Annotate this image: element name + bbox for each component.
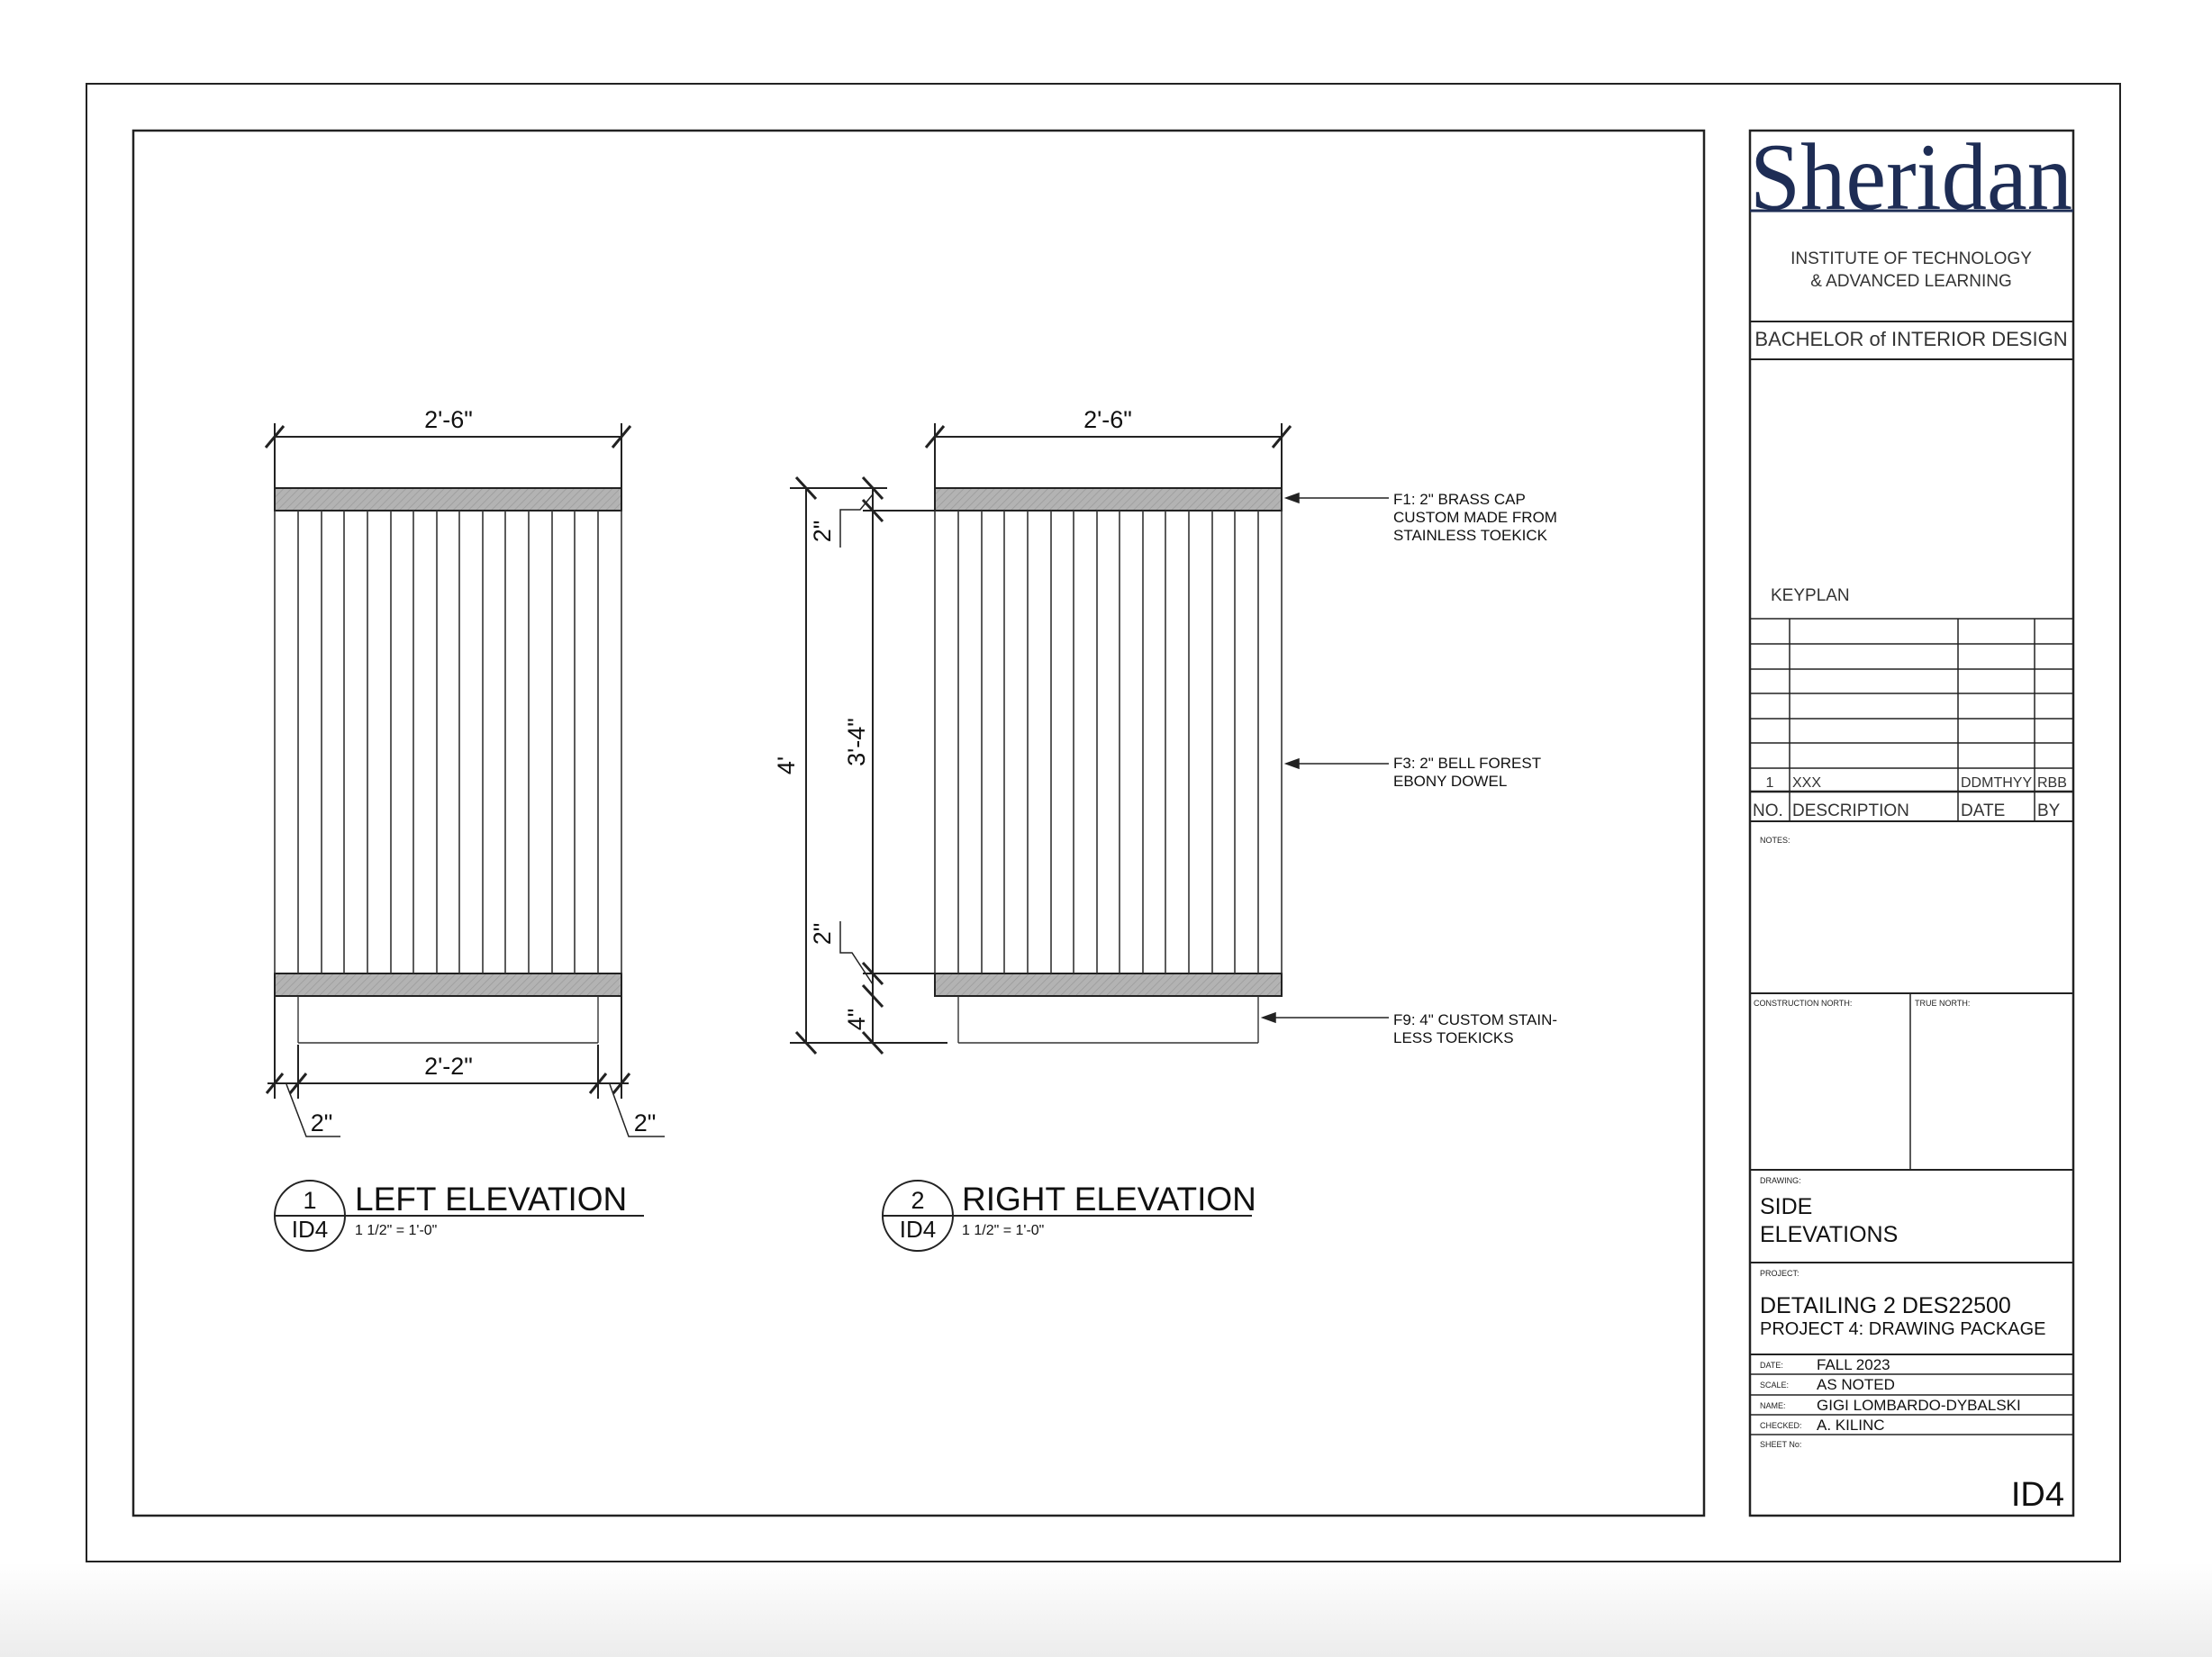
right-dim-cap-top-label: 2" bbox=[809, 520, 836, 543]
left-elevation-drawing bbox=[266, 406, 665, 1136]
revision-no-value: 1 bbox=[1765, 775, 1774, 791]
checked-label: CHECKED: bbox=[1760, 1421, 1802, 1430]
title-block bbox=[1750, 124, 2073, 1516]
right-cap-bottom bbox=[935, 973, 1282, 996]
drawing-title-line-2: ELEVATIONS bbox=[1760, 1222, 1899, 1247]
notes-label: NOTES: bbox=[1760, 836, 1790, 845]
revision-header-no: NO. bbox=[1753, 801, 1783, 820]
institute-line-1: INSTITUTE OF TECHNOLOGY bbox=[1790, 249, 2032, 268]
right-dim-top-label: 2'-6" bbox=[1083, 406, 1132, 433]
sheet-number-value: ID4 bbox=[2010, 1476, 2064, 1514]
sheet-number-label: SHEET No: bbox=[1760, 1440, 1802, 1449]
callout-f3-line1: F3: 2" BELL FOREST bbox=[1393, 755, 1542, 772]
name-value: GIGI LOMBARDO-DYBALSKI bbox=[1817, 1397, 2021, 1414]
left-cap-top bbox=[275, 488, 621, 511]
revision-header-by: BY bbox=[2037, 801, 2061, 820]
true-north-label: TRUE NORTH: bbox=[1915, 999, 1971, 1008]
drawing-title-line-1: SIDE bbox=[1760, 1194, 1813, 1219]
left-elevation-title-tag bbox=[275, 1181, 644, 1251]
drawing-area-border bbox=[133, 131, 1704, 1516]
left-dowels bbox=[275, 511, 621, 973]
left-toekick bbox=[298, 996, 598, 1043]
right-elevation-scale: 1 1/2" = 1'-0" bbox=[962, 1223, 1045, 1238]
callout-f3 bbox=[1393, 755, 1541, 790]
right-elevation-title-tag bbox=[883, 1181, 1256, 1251]
left-elevation-number: 1 bbox=[303, 1187, 317, 1214]
right-elevation-title: RIGHT ELEVATION bbox=[962, 1181, 1256, 1218]
callout-f3-line2: EBONY DOWEL bbox=[1393, 773, 1508, 790]
name-label: NAME: bbox=[1760, 1401, 1786, 1410]
left-cap-bottom bbox=[275, 973, 621, 996]
right-dim-overall-label: 4' bbox=[773, 756, 800, 775]
left-dim-inset-right-label: 2" bbox=[633, 1109, 657, 1136]
right-dim-middle-label: 3'-4" bbox=[843, 718, 870, 766]
scale-label: SCALE: bbox=[1760, 1381, 1790, 1390]
revision-header-description: DESCRIPTION bbox=[1792, 801, 1909, 820]
right-elevation-sheet-ref: ID4 bbox=[899, 1216, 937, 1243]
callout-f1-line1: F1: 2" BRASS CAP bbox=[1393, 491, 1526, 508]
right-dowels bbox=[935, 511, 1282, 973]
drawing-label: DRAWING: bbox=[1760, 1176, 1801, 1185]
checked-value: A. KILINC bbox=[1817, 1417, 1885, 1434]
project-label: PROJECT: bbox=[1760, 1269, 1800, 1278]
right-cap-top bbox=[935, 488, 1282, 511]
right-dim-toekick-label: 4" bbox=[843, 1008, 870, 1031]
right-elevation-number: 2 bbox=[911, 1187, 925, 1214]
right-toekick bbox=[958, 996, 1258, 1043]
left-elevation-scale: 1 1/2" = 1'-0" bbox=[355, 1223, 438, 1238]
revision-table bbox=[1750, 619, 2073, 821]
left-elevation-sheet-ref: ID4 bbox=[291, 1216, 329, 1243]
revision-description-value: XXX bbox=[1792, 775, 1822, 791]
left-dim-inset-left-label: 2" bbox=[310, 1109, 333, 1136]
program-name: BACHELOR of INTERIOR DESIGN bbox=[1754, 328, 2068, 350]
construction-north-label: CONSTRUCTION NORTH: bbox=[1754, 999, 1853, 1008]
callout-f9-line1: F9: 4" CUSTOM STAIN- bbox=[1393, 1011, 1558, 1028]
sheridan-logo: Sheridan bbox=[1750, 124, 2072, 230]
callout-f1 bbox=[1393, 491, 1557, 544]
right-dim-cap-bottom-label: 2" bbox=[809, 922, 836, 946]
left-dim-bottom-label: 2'-2" bbox=[424, 1053, 473, 1080]
callout-f9 bbox=[1393, 1011, 1557, 1046]
callout-f1-line3: STAINLESS TOEKICK bbox=[1393, 527, 1548, 544]
revision-date-value: DDMTHYY bbox=[1961, 775, 2033, 791]
right-elevation-drawing bbox=[773, 406, 1389, 1054]
callout-f9-line2: LESS TOEKICKS bbox=[1393, 1029, 1514, 1046]
left-dim-top-label: 2'-6" bbox=[424, 406, 473, 433]
date-value: FALL 2023 bbox=[1817, 1356, 1890, 1373]
keyplan-label: KEYPLAN bbox=[1771, 586, 1850, 605]
institute-line-2: & ADVANCED LEARNING bbox=[1810, 272, 2012, 291]
scale-value: AS NOTED bbox=[1817, 1376, 1895, 1393]
left-elevation-title: LEFT ELEVATION bbox=[355, 1181, 628, 1218]
project-title-line-2: PROJECT 4: DRAWING PACKAGE bbox=[1760, 1319, 2046, 1339]
date-label: DATE: bbox=[1760, 1361, 1783, 1370]
revision-by-value: RBB bbox=[2037, 775, 2067, 791]
callout-f1-line2: CUSTOM MADE FROM bbox=[1393, 509, 1557, 526]
project-title-line-1: DETAILING 2 DES22500 bbox=[1760, 1293, 2011, 1318]
revision-header-date: DATE bbox=[1961, 801, 2006, 820]
